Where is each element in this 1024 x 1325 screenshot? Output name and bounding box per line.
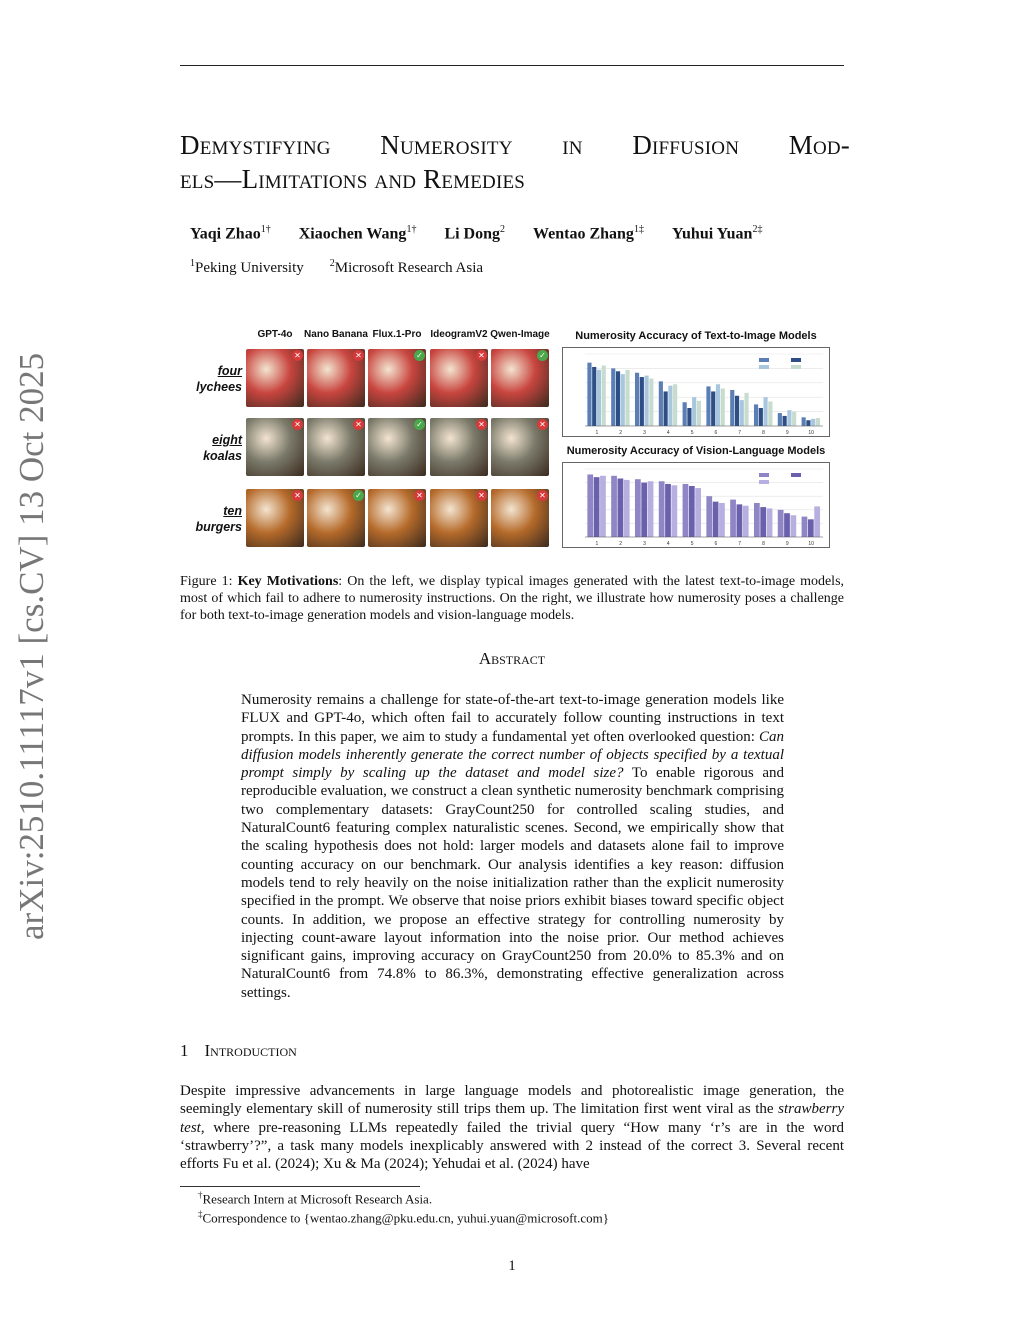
title-word-4: Mod-	[788, 130, 850, 160]
chart-t2i-title: Numerosity Accuracy of Text-to-Image Models	[575, 330, 817, 342]
fail-mark-icon: ✕	[476, 419, 487, 430]
legend-swatch	[791, 358, 801, 362]
pass-mark-icon: ✓	[353, 490, 364, 501]
x-tick-label: 6	[714, 430, 718, 436]
legend-swatch	[791, 365, 801, 369]
bar	[602, 366, 606, 426]
page-number: 1	[508, 1258, 516, 1274]
model-column-header: Nano Banana	[304, 329, 368, 340]
title-word-3: Diffusion	[632, 130, 740, 160]
caption-text: : On the left, we display typical images generated with the latest text-to-image models, most of which fail to adhere to numerosity instructions. On the right, we illustrate how numerosity poses a challenge for both text-to-image generation models and vision-language models.	[180, 574, 845, 623]
fail-mark-icon: ✕	[476, 490, 487, 501]
bar	[792, 412, 796, 426]
bar	[683, 484, 689, 537]
bar	[664, 391, 668, 426]
bar	[744, 393, 748, 426]
bar	[600, 476, 606, 537]
generated-image-thumbnail	[491, 418, 549, 476]
bar	[814, 506, 820, 537]
model-column-header: Qwen-Image	[490, 329, 550, 340]
bar	[659, 381, 663, 426]
bar	[587, 474, 593, 537]
x-tick-label: 4	[666, 430, 670, 436]
affiliation-0: $^1$Peking University	[190, 258, 304, 276]
fail-mark-icon: ✕	[292, 350, 303, 361]
generated-image-thumbnail	[307, 489, 365, 547]
title-word-2: in	[562, 130, 583, 160]
bar	[683, 402, 687, 426]
bar	[635, 479, 641, 537]
bar	[597, 370, 601, 426]
model-column-header: IdeogramV2	[430, 329, 488, 340]
x-tick-label: 3	[643, 541, 646, 547]
bar	[659, 481, 665, 537]
x-tick-label: 2	[619, 430, 623, 436]
pass-mark-icon: ✓	[414, 419, 425, 430]
bar	[735, 396, 739, 426]
bar	[764, 397, 768, 426]
x-tick-label: 1	[595, 430, 599, 436]
generated-image-thumbnail	[307, 418, 365, 476]
bar	[790, 515, 796, 537]
bar	[783, 416, 787, 426]
bar	[768, 402, 772, 426]
intro-text-2: , where pre-reasoning LLMs repeatedly failed the trivial query “How many ‘r’s are in the word ‘strawberry’?”, a task many models inexplicably answered with 2 instead of the correct 3. Several recent efforts Fu et al. (2024); Xu & Ma (2024); Yehudai et al. (2024) have	[180, 1119, 844, 1173]
bar	[668, 386, 672, 426]
bar	[760, 507, 766, 537]
intro-text-1: Despite impressive advancements in large language models and photorealistic image generation, the seemingly elementary skill of numerosity still trips them up. The limitation first went viral as the	[180, 1083, 844, 1118]
fail-mark-icon: ✕	[292, 490, 303, 501]
bar	[692, 397, 696, 426]
bar	[594, 477, 600, 537]
model-column-header: GPT-4o	[257, 329, 293, 340]
chart-vlm-svg	[563, 463, 829, 547]
bar	[706, 386, 710, 426]
intro-body	[180, 1082, 844, 1173]
footnote-rule	[180, 1186, 420, 1187]
bar	[802, 517, 808, 537]
chart-vlm	[562, 462, 830, 548]
bar	[719, 503, 725, 537]
abstract-text-2: To enable rigorous and reproducible evaluation, we construct a clean synthetic numerosity benchmark comprising two complementary datasets: GrayCount250 for controlled scaling studies, and NaturalCount6 featuring complex naturalistic scenes. Second, we empirically show that the scaling hypothesis does not hold: larger models and datasets alone fail to improve counting accuracy on our benchmark. Our analysis identifies a key reason: diffusion models tend to rely heavily on the noise initialization rather than the explicit numerosity specified in the prompt. We observe that noise priors exhibit biases toward specific object counts. In addition, we propose an effective strategy for controlling numerosity by injecting count-aware layout information into the noise prior. Our method achieves significant gains, improving accuracy on GrayCount250 from 20.0% to 85.3% and on NaturalCount6 from 74.8% to 86.3%, demonstrating effective generalization across settings.	[241, 765, 784, 1001]
generated-image-thumbnail	[430, 418, 488, 476]
bar	[816, 418, 820, 426]
bar	[665, 484, 671, 537]
legend-swatch	[759, 365, 769, 369]
generated-image-thumbnail	[307, 349, 365, 407]
fail-mark-icon: ✕	[353, 419, 364, 430]
row-label: ten burgers	[195, 504, 242, 534]
bar	[808, 519, 814, 537]
bar	[754, 404, 758, 426]
bar	[695, 488, 701, 537]
x-tick-label: 7	[738, 541, 742, 547]
title-line-2: els—Limitations and Remedies	[180, 164, 526, 194]
bar	[730, 500, 736, 537]
bar	[737, 504, 743, 537]
bar	[592, 367, 596, 426]
title-word-0: Demystifying	[180, 130, 331, 160]
bar	[778, 413, 782, 426]
generated-image-thumbnail	[430, 489, 488, 547]
bar	[778, 510, 784, 537]
generated-image-thumbnail	[368, 349, 426, 407]
legend-swatch	[791, 473, 801, 477]
header-rule	[180, 65, 844, 66]
bar	[616, 371, 620, 426]
generated-image-thumbnail	[491, 489, 549, 547]
intro-heading	[180, 1041, 297, 1061]
x-tick-label: 10	[808, 541, 814, 547]
pass-mark-icon: ✓	[414, 350, 425, 361]
x-tick-label: 4	[666, 541, 670, 547]
fail-mark-icon: ✕	[292, 419, 303, 430]
x-tick-label: 8	[762, 541, 765, 547]
bar	[740, 400, 744, 426]
bar	[648, 481, 654, 537]
fail-mark-icon: ✕	[476, 350, 487, 361]
x-tick-label: 7	[738, 430, 742, 436]
chart-t2i	[562, 347, 830, 437]
x-tick-label: 5	[690, 430, 694, 436]
x-tick-label: 1	[595, 541, 599, 547]
bar	[673, 384, 677, 426]
abstract-heading: Abstract	[478, 649, 546, 668]
x-tick-label: 8	[762, 430, 765, 436]
bar	[802, 417, 806, 426]
abstract-body	[241, 691, 784, 1002]
author-1: Xiaochen Wang$^{1\dagger}$	[298, 224, 417, 243]
bar	[743, 506, 749, 537]
generated-image-thumbnail	[491, 349, 549, 407]
intro-emph: strawberry test	[180, 1101, 844, 1136]
legend-swatch	[759, 480, 769, 484]
author-0: Yaqi Zhao$^{1\dagger}$	[190, 224, 271, 243]
footnote-1: †Research Intern at Microsoft Research Asia.	[198, 1190, 433, 1207]
x-tick-label: 6	[714, 541, 718, 547]
x-tick-label: 9	[785, 430, 789, 436]
fail-mark-icon: ✕	[414, 490, 425, 501]
bar	[649, 378, 653, 426]
bar	[767, 508, 773, 537]
affiliation-list	[190, 258, 483, 277]
bar	[706, 496, 712, 537]
footnote-2: ‡Correspondence to {wentao.zhang@pku.edu.cn, yuhui.yuan@microsoft.com}	[198, 1209, 609, 1226]
bar	[811, 419, 815, 426]
generated-image-thumbnail	[246, 489, 304, 547]
paper-title	[180, 128, 850, 196]
chart-vlm-title: Numerosity Accuracy of Vision-Language Models	[566, 445, 826, 457]
bar	[625, 370, 629, 426]
generated-image-thumbnail	[368, 489, 426, 547]
title-word-1: Numerosity	[380, 130, 513, 160]
bar	[759, 408, 763, 426]
bar	[716, 384, 720, 426]
bar	[721, 389, 725, 426]
bar	[687, 408, 691, 426]
bar	[689, 486, 695, 537]
generated-image-thumbnail	[246, 349, 304, 407]
bar	[806, 420, 810, 426]
bar	[611, 476, 617, 537]
author-2: Li Dong$^2$	[444, 224, 506, 243]
bar	[618, 479, 624, 537]
author-4: Yuhui Yuan$^{2\ddagger}$	[671, 224, 763, 243]
bar	[754, 503, 760, 537]
fail-mark-icon: ✕	[353, 350, 364, 361]
legend-swatch	[759, 473, 769, 477]
section-title: Introduction	[204, 1041, 297, 1060]
legend-swatch	[759, 358, 769, 362]
model-column-header: Flux.1-Pro	[372, 329, 422, 340]
caption-label: Figure 1:	[180, 574, 233, 589]
section-number: 1	[180, 1041, 189, 1060]
bar	[635, 373, 639, 426]
bar	[713, 502, 719, 537]
bar	[787, 410, 791, 426]
x-tick-label: 10	[808, 430, 814, 436]
bar	[624, 480, 630, 537]
abstract-question: Can diffusion models inherently generate the correct number of objects specified by a textual prompt simply by scaling up the dataset and model size?	[241, 728, 784, 782]
bar	[784, 513, 790, 537]
generated-image-thumbnail	[246, 418, 304, 476]
pass-mark-icon: ✓	[537, 350, 548, 361]
figure-caption	[180, 573, 844, 624]
row-label: four lychees	[196, 364, 242, 394]
author-list	[190, 224, 830, 243]
row-label: eight koalas	[203, 433, 242, 463]
x-tick-label: 2	[619, 541, 623, 547]
caption-bold: Key Motivations	[237, 574, 339, 589]
arxiv-stamp: arXiv:2510.11117v1 [cs.CV] 13 Oct 2025	[12, 352, 51, 940]
generated-image-thumbnail	[430, 349, 488, 407]
bar	[621, 374, 625, 426]
abstract-text-1: Numerosity remains a challenge for state-of-the-art text-to-image generation models like FLUX and GPT-4o, which often fail to accurately follow counting instructions in text prompts. In this paper, we aim to study a fundamental yet often overlooked question:	[241, 692, 784, 745]
bar	[730, 390, 734, 426]
x-tick-label: 5	[690, 541, 694, 547]
bar	[671, 485, 677, 537]
fail-mark-icon: ✕	[537, 490, 548, 501]
bar	[640, 377, 644, 426]
affiliation-1: $^2$Microsoft Research Asia	[329, 258, 484, 276]
x-tick-label: 3	[643, 430, 646, 436]
fail-mark-icon: ✕	[537, 419, 548, 430]
author-3: Wentao Zhang$^{1\ddagger}$	[533, 224, 644, 243]
bar	[641, 483, 647, 537]
bar	[587, 363, 591, 426]
bar	[645, 376, 649, 426]
chart-t2i-svg	[563, 348, 829, 436]
bar	[611, 368, 615, 426]
bar	[711, 391, 715, 426]
bar	[697, 401, 701, 426]
generated-image-thumbnail	[368, 418, 426, 476]
x-tick-label: 9	[785, 541, 789, 547]
